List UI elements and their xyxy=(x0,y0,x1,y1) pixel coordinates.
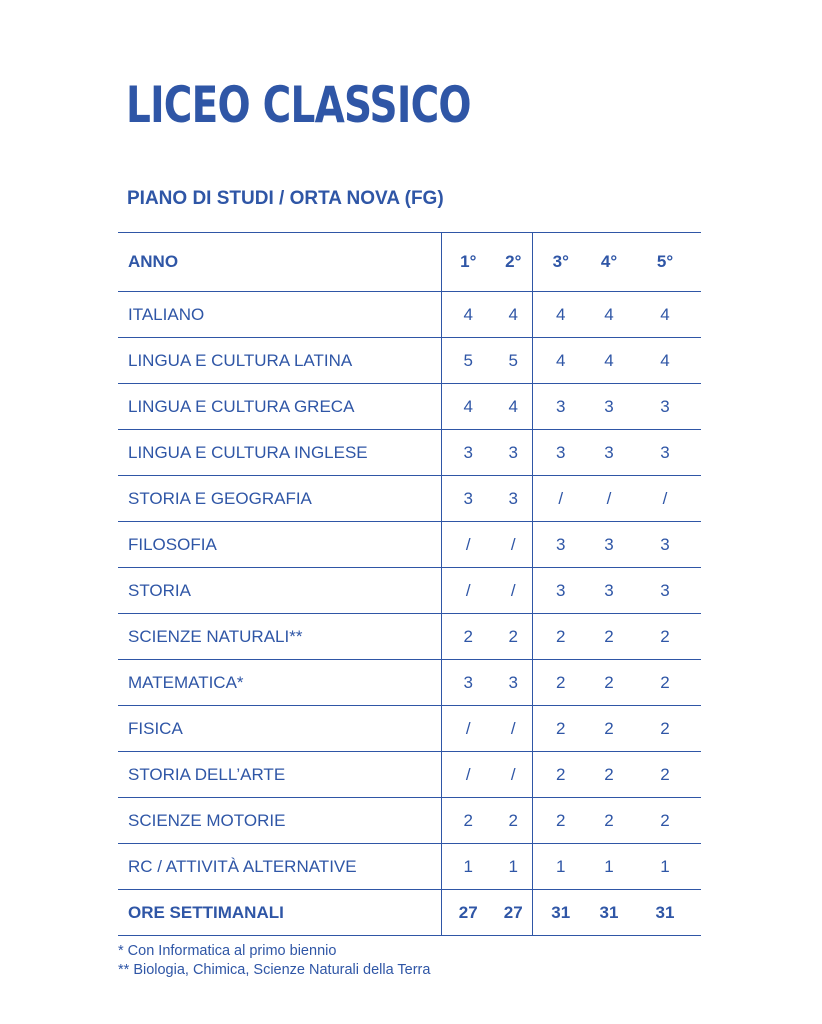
hours-cell: 2 xyxy=(589,706,629,752)
study-plan-table xyxy=(118,232,701,936)
hours-cell: / xyxy=(441,706,495,752)
hours-cell: 2 xyxy=(629,798,701,844)
table-row xyxy=(118,476,701,522)
table-row xyxy=(118,798,701,844)
hours-cell: 3 xyxy=(532,522,589,568)
subject-cell: FILOSOFIA xyxy=(118,522,441,568)
subject-cell: FISICA xyxy=(118,706,441,752)
hours-cell: 2 xyxy=(532,752,589,798)
hours-cell: 1 xyxy=(495,844,532,890)
subject-cell: STORIA DELL’ARTE xyxy=(118,752,441,798)
footnote-informatica: * Con Informatica al primo biennio xyxy=(118,943,337,959)
hours-cell: / xyxy=(495,522,532,568)
hours-cell: 4 xyxy=(589,292,629,338)
hours-cell: 3 xyxy=(441,660,495,706)
hours-cell: 1 xyxy=(589,844,629,890)
hours-cell: 3 xyxy=(589,384,629,430)
page-subtitle: PIANO DI STUDI / ORTA NOVA (FG) xyxy=(127,188,444,209)
hours-cell: 5 xyxy=(441,338,495,384)
footnotes xyxy=(118,942,430,980)
header-year-2: 2° xyxy=(495,233,532,292)
hours-cell: 3 xyxy=(629,522,701,568)
total-label: ORE SETTIMANALI xyxy=(118,890,441,936)
footnote-scienze: ** Biologia, Chimica, Scienze Naturali della Terra xyxy=(118,962,431,978)
table-row xyxy=(118,522,701,568)
header-year-3: 3° xyxy=(532,233,589,292)
hours-cell: 3 xyxy=(629,568,701,614)
hours-cell: 1 xyxy=(532,844,589,890)
subject-cell: ITALIANO xyxy=(118,292,441,338)
total-hours-cell: 31 xyxy=(589,890,629,936)
subject-cell: LINGUA E CULTURA INGLESE xyxy=(118,430,441,476)
hours-cell: 2 xyxy=(589,798,629,844)
hours-cell: 2 xyxy=(441,798,495,844)
hours-cell: / xyxy=(441,522,495,568)
hours-cell: 5 xyxy=(495,338,532,384)
hours-cell: 2 xyxy=(629,614,701,660)
hours-cell: 2 xyxy=(441,614,495,660)
hours-cell: 2 xyxy=(532,614,589,660)
header-year-label: ANNO xyxy=(118,233,441,292)
hours-cell: / xyxy=(495,568,532,614)
total-hours-cell: 31 xyxy=(629,890,701,936)
hours-cell: / xyxy=(532,476,589,522)
total-hours-cell: 31 xyxy=(532,890,589,936)
header-year-1: 1° xyxy=(441,233,495,292)
table-row xyxy=(118,568,701,614)
table-row xyxy=(118,292,701,338)
hours-cell: 4 xyxy=(532,292,589,338)
table-row xyxy=(118,614,701,660)
table-row xyxy=(118,384,701,430)
hours-cell: 1 xyxy=(441,844,495,890)
hours-cell: 3 xyxy=(532,568,589,614)
table-row xyxy=(118,430,701,476)
hours-cell: 3 xyxy=(629,430,701,476)
hours-cell: 3 xyxy=(629,384,701,430)
hours-cell: 4 xyxy=(629,338,701,384)
table-row xyxy=(118,752,701,798)
hours-cell: 1 xyxy=(629,844,701,890)
page-title: LICEO CLASSICO xyxy=(126,76,471,134)
hours-cell: 3 xyxy=(441,430,495,476)
subject-cell: MATEMATICA* xyxy=(118,660,441,706)
subject-cell: LINGUA E CULTURA GRECA xyxy=(118,384,441,430)
table-row xyxy=(118,706,701,752)
table-body xyxy=(118,292,701,936)
hours-cell: 2 xyxy=(629,660,701,706)
hours-cell: 2 xyxy=(532,798,589,844)
hours-cell: 4 xyxy=(589,338,629,384)
hours-cell: / xyxy=(589,476,629,522)
header-year-5: 5° xyxy=(629,233,701,292)
hours-cell: 3 xyxy=(495,430,532,476)
hours-cell: 4 xyxy=(629,292,701,338)
hours-cell: 4 xyxy=(495,384,532,430)
hours-cell: 2 xyxy=(532,660,589,706)
hours-cell: 3 xyxy=(532,384,589,430)
hours-cell: 2 xyxy=(629,752,701,798)
hours-cell: 4 xyxy=(532,338,589,384)
subject-cell: STORIA xyxy=(118,568,441,614)
hours-cell: 2 xyxy=(495,614,532,660)
hours-cell: 2 xyxy=(532,706,589,752)
hours-cell: 2 xyxy=(589,752,629,798)
total-row xyxy=(118,890,701,936)
hours-cell: 3 xyxy=(532,430,589,476)
hours-cell: 2 xyxy=(629,706,701,752)
subject-cell: SCIENZE MOTORIE xyxy=(118,798,441,844)
table-row xyxy=(118,660,701,706)
hours-cell: 3 xyxy=(589,522,629,568)
hours-cell: 3 xyxy=(495,476,532,522)
subject-cell: SCIENZE NATURALI** xyxy=(118,614,441,660)
hours-cell: 2 xyxy=(495,798,532,844)
subject-cell: RC / ATTIVITÀ ALTERNATIVE xyxy=(118,844,441,890)
hours-cell: 3 xyxy=(589,430,629,476)
hours-cell: 4 xyxy=(495,292,532,338)
total-hours-cell: 27 xyxy=(441,890,495,936)
hours-cell: 3 xyxy=(495,660,532,706)
hours-cell: 3 xyxy=(589,568,629,614)
subject-cell: LINGUA E CULTURA LATINA xyxy=(118,338,441,384)
header-year-4: 4° xyxy=(589,233,629,292)
hours-cell: 2 xyxy=(589,660,629,706)
total-hours-cell: 27 xyxy=(495,890,532,936)
subject-cell: STORIA E GEOGRAFIA xyxy=(118,476,441,522)
hours-cell: / xyxy=(495,706,532,752)
hours-cell: / xyxy=(629,476,701,522)
hours-cell: / xyxy=(441,752,495,798)
hours-cell: / xyxy=(495,752,532,798)
hours-cell: 4 xyxy=(441,384,495,430)
table-row xyxy=(118,338,701,384)
hours-cell: 4 xyxy=(441,292,495,338)
hours-cell: 3 xyxy=(441,476,495,522)
table-row xyxy=(118,844,701,890)
hours-cell: / xyxy=(441,568,495,614)
hours-cell: 2 xyxy=(589,614,629,660)
table-header-row xyxy=(118,233,701,292)
